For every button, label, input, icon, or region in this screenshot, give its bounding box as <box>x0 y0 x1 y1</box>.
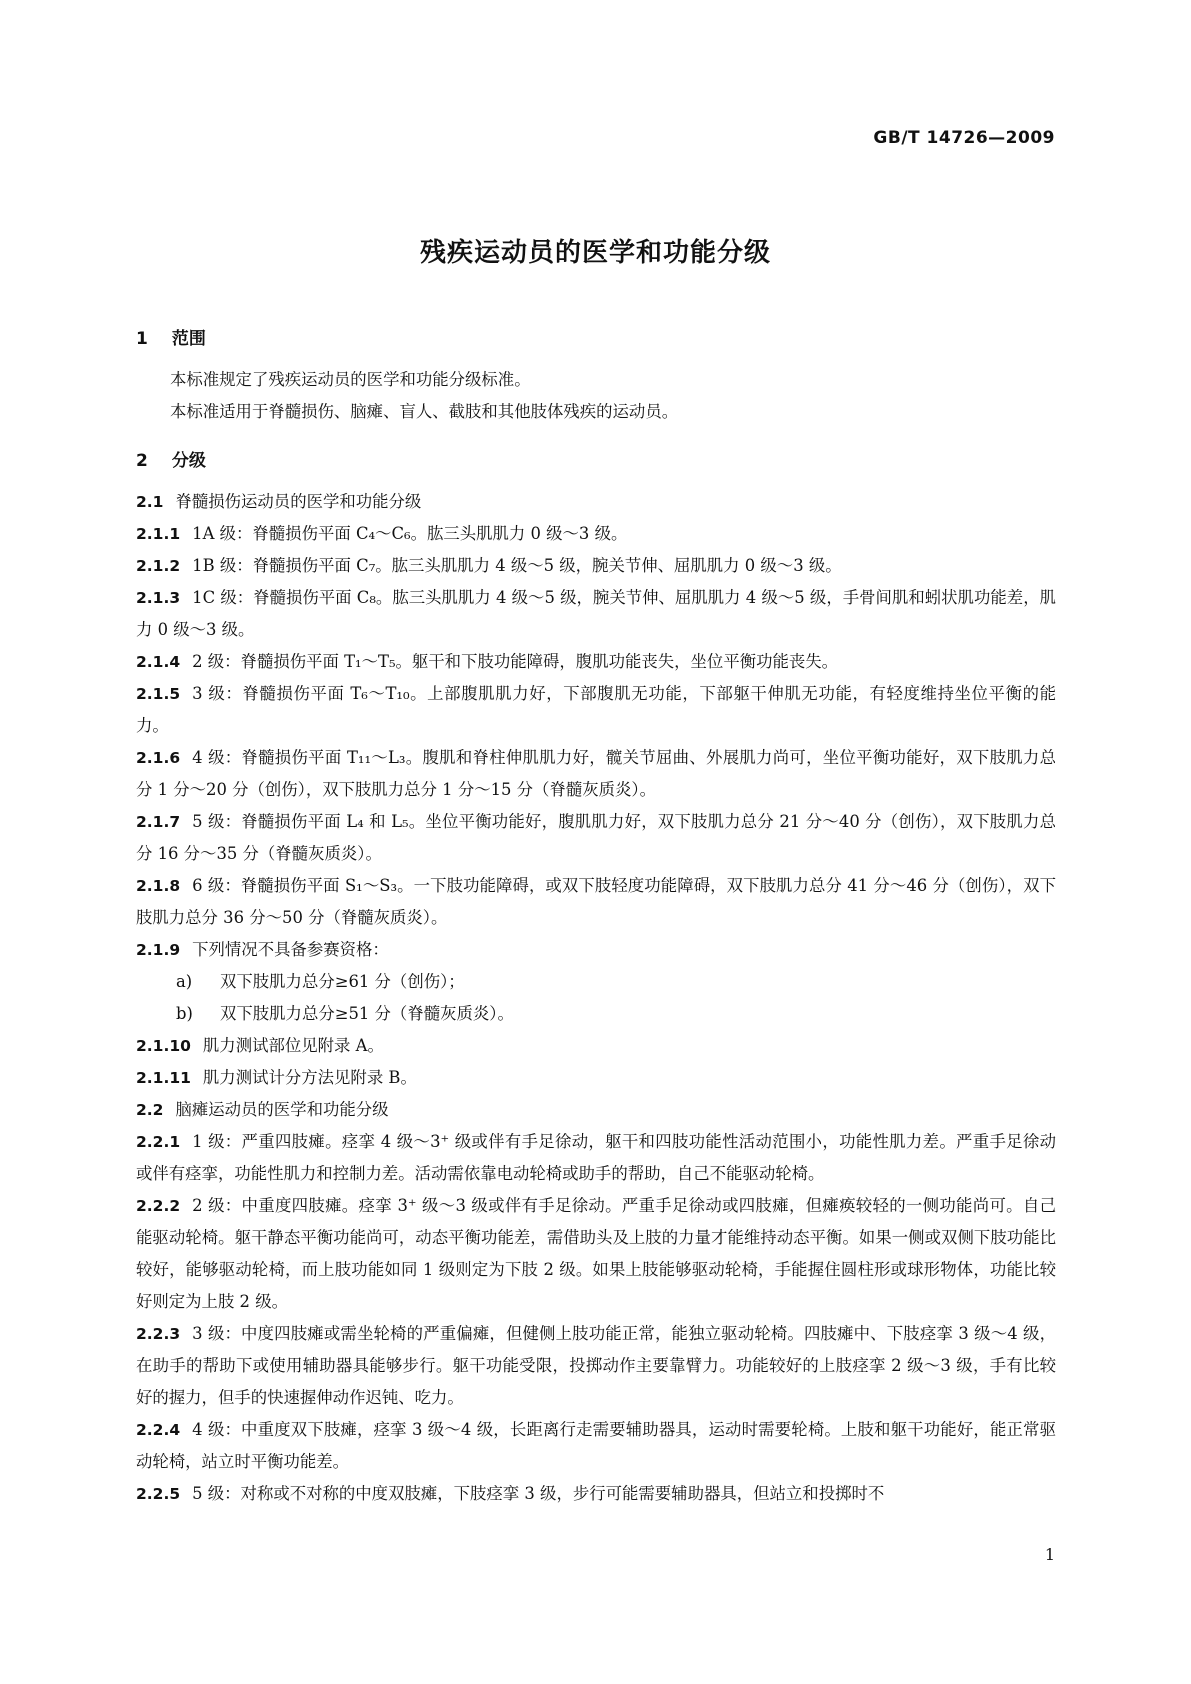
clause-number: 2.1.5 <box>136 685 181 703</box>
clause-text: 2 级：脊髓损伤平面 T₁～T₅。躯干和下肢功能障碍，腹肌功能丧失，坐位平衡功能丧失。 <box>192 652 839 671</box>
clause <box>136 518 1056 550</box>
clause-number: 2.2.3 <box>136 1325 181 1343</box>
section-1-heading <box>136 324 1056 354</box>
clause-text: 2 级：中重度四肢瘫。痉挛 3⁺ 级～3 级或伴有手足徐动。严重手足徐动或四肢瘫，但瘫痪较轻的一侧功能尚可。自己能驱动轮椅。躯干静态平衡功能尚可，动态平衡功能差，需借助头及上肢的力量才能维持动态平衡。如果一侧或双侧下肢功能比较好，能够驱动轮椅，而上肢功能如同 1 级则定为下肢 2 级。如果上肢能够驱动轮椅，手能握住圆柱形或球形物体，功能比较好则定为上肢 2 级。 <box>136 1196 1056 1311</box>
list-text: 双下肢肌力总分≥51 分（脊髓灰质炎）。 <box>220 1004 514 1023</box>
clause <box>136 870 1056 934</box>
clause <box>136 806 1056 870</box>
clause-number: 2.1.8 <box>136 877 181 895</box>
clause-number: 2.2.5 <box>136 1485 181 1503</box>
list-item <box>136 966 1056 998</box>
clause <box>136 1318 1056 1414</box>
clause-text: 脊髓损伤运动员的医学和功能分级 <box>175 492 422 511</box>
clause-text: 4 级：脊髓损伤平面 T₁₁～L₃。腹肌和脊柱伸肌肌力好，髋关节屈曲、外展肌力尚可，坐位平衡功能好，双下肢肌力总分 1 分～20 分（创伤），双下肢肌力总分 1 分～15 分（脊髓灰质炎）。 <box>136 748 1056 799</box>
clause-number: 2.1.6 <box>136 749 181 767</box>
clause <box>136 486 1056 518</box>
clause <box>136 1190 1056 1318</box>
clause-text: 3 级：脊髓损伤平面 T₆～T₁₀。上部腹肌肌力好，下部腹肌无功能，下部躯干伸肌无功能，有轻度维持坐位平衡的能力。 <box>136 684 1056 735</box>
clause-text: 1C 级：脊髓损伤平面 C₈。肱三头肌肌力 4 级～5 级，腕关节伸、屈肌肌力 4 级～5 级，手骨间肌和蚓状肌功能差，肌力 0 级～3 级。 <box>136 588 1056 639</box>
clause-number: 2.1.2 <box>136 557 181 575</box>
clause-number: 2.2 <box>136 1101 164 1119</box>
clause <box>136 1062 1056 1094</box>
clause-number: 2.1.4 <box>136 653 181 671</box>
clause-number: 2.2.4 <box>136 1421 181 1439</box>
scope-paragraph: 本标准适用于脊髓损伤、脑瘫、盲人、截肢和其他肢体残疾的运动员。 <box>170 402 679 421</box>
clause <box>136 582 1056 646</box>
clause-text: 脑瘫运动员的医学和功能分级 <box>175 1100 389 1119</box>
clause-number: 2.1.7 <box>136 813 181 831</box>
clause-text: 肌力测试部位见附录 A。 <box>202 1036 384 1055</box>
clause-text: 3 级：中度四肢瘫或需坐轮椅的严重偏瘫，但健侧上肢功能正常，能独立驱动轮椅。四肢瘫中、下肢痉挛 3 级～4 级，在助手的帮助下或使用辅助器具能够步行。躯干功能受限，投掷动作主要靠臂力。功能较好的上肢痉挛 2 级～3 级，手有比较好的握力，但手的快速握伸动作迟钝、吃力。 <box>136 1324 1056 1407</box>
clause <box>136 934 1056 966</box>
document-title: 残疾运动员的医学和功能分级 <box>419 238 771 268</box>
page-number: 1 <box>1044 1545 1055 1564</box>
clause-text: 4 级：中重度双下肢瘫，痉挛 3 级～4 级，长距离行走需要辅助器具，运动时需要轮椅。上肢和躯干功能好，能正常驱动轮椅，站立时平衡功能差。 <box>136 1420 1056 1471</box>
clause-number: 2.1.11 <box>136 1069 191 1087</box>
clause <box>136 1094 1056 1126</box>
section-2-heading <box>136 446 1056 476</box>
clause-text: 5 级：脊髓损伤平面 L₄ 和 L₅。坐位平衡功能好，腹肌肌力好，双下肢肌力总分 21 分～40 分（创伤），双下肢肌力总分 16 分～35 分（脊髓灰质炎）。 <box>136 812 1056 863</box>
clause-text: 6 级：脊髓损伤平面 S₁～S₃。一下肢功能障碍，或双下肢轻度功能障碍，双下肢肌力总分 41 分～46 分（创伤），双下肢肌力总分 36 分～50 分（脊髓灰质炎）。 <box>136 876 1056 927</box>
clause <box>136 678 1056 742</box>
clause-text: 下列情况不具备参赛资格： <box>192 940 389 959</box>
section-number: 2 <box>136 451 148 471</box>
clause <box>136 1030 1056 1062</box>
list-label: b) <box>176 1004 193 1023</box>
clause <box>136 742 1056 806</box>
clause-number: 2.2.1 <box>136 1133 181 1151</box>
clause-number: 2.1 <box>136 493 164 511</box>
clause-number: 2.1.9 <box>136 941 181 959</box>
list-text: 双下肢肌力总分≥61 分（创伤）； <box>220 972 465 991</box>
clause-text: 1B 级：脊髓损伤平面 C₇。肱三头肌肌力 4 级～5 级，腕关节伸、屈肌肌力 0 级～3 级。 <box>192 556 842 575</box>
section-title: 分级 <box>171 451 206 471</box>
section-title: 范围 <box>171 329 206 349</box>
clause-text: 5 级：对称或不对称的中度双肢瘫，下肢痉挛 3 级，步行可能需要辅助器具，但站立和投掷时不 <box>192 1484 885 1503</box>
clause-text: 肌力测试计分方法见附录 B。 <box>202 1068 417 1087</box>
scope-paragraph: 本标准规定了残疾运动员的医学和功能分级标准。 <box>170 370 531 389</box>
clause-text: 1 级：严重四肢瘫。痉挛 4 级～3⁺ 级或伴有手足徐动，躯干和四肢功能性活动范围小，功能性肌力差。严重手足徐动或伴有痉挛，功能性肌力和控制力差。活动需依靠电动轮椅或助手的帮助，自己不能驱动轮椅。 <box>136 1132 1056 1183</box>
clause-number: 2.1.3 <box>136 589 181 607</box>
list-item <box>136 998 1056 1030</box>
clause <box>136 550 1056 582</box>
clause-number: 2.1.1 <box>136 525 181 543</box>
list-label: a) <box>176 972 193 991</box>
section-number: 1 <box>136 329 148 349</box>
clause-number: 2.1.10 <box>136 1037 191 1055</box>
clause <box>136 646 1056 678</box>
document-body <box>136 324 1056 1510</box>
clause <box>136 1126 1056 1190</box>
clause <box>136 1414 1056 1478</box>
standard-code: GB/T 14726—2009 <box>873 128 1055 148</box>
clause-text: 1A 级：脊髓损伤平面 C₄～C₆。肱三头肌肌力 0 级～3 级。 <box>192 524 628 543</box>
clause-number: 2.2.2 <box>136 1197 181 1215</box>
clause <box>136 1478 1056 1510</box>
